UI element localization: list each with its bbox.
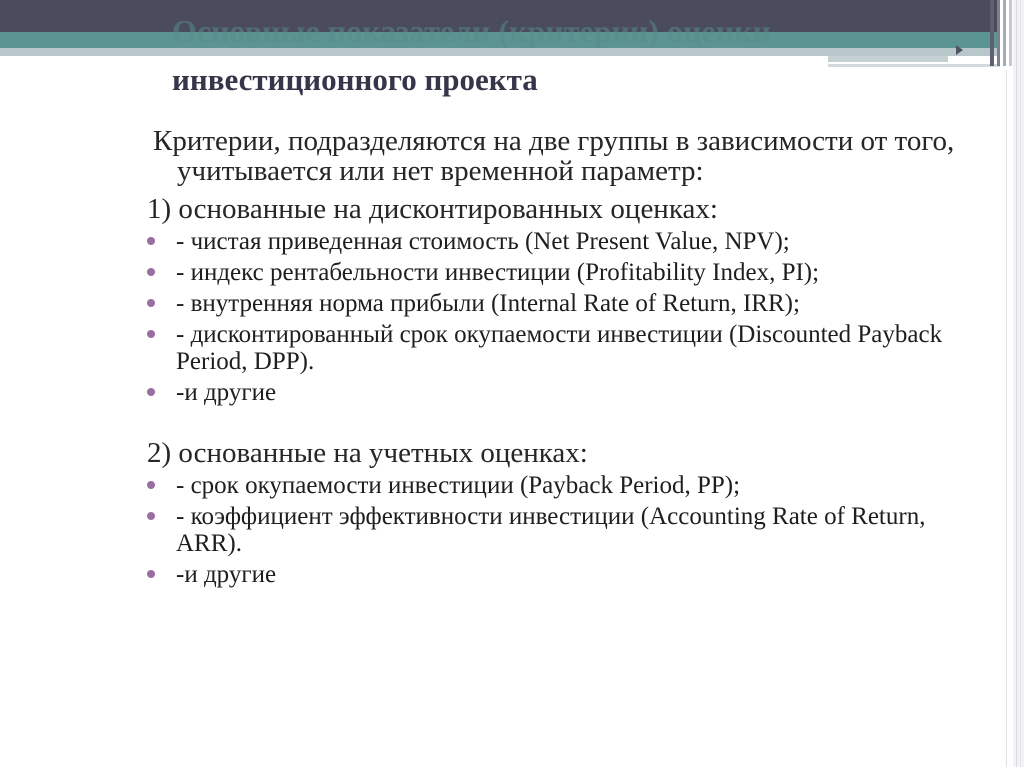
bullet-icon (147, 237, 155, 245)
list-item-text: -и другие (176, 561, 277, 588)
right-edge-line (1006, 70, 1007, 767)
intro-text: Критерии, подразделяются на две группы в зависимости от того, учитывается или нет временной параметр: (153, 125, 955, 187)
list-item (145, 259, 995, 286)
right-edge-bar (1009, 0, 1012, 66)
list-item-text: - внутренняя норма прибыли (Internal Rate of Return, IRR); (176, 290, 800, 317)
right-edge-bar (990, 0, 994, 66)
group-1-heading: 1) основанные на дисконтированных оценках: (147, 193, 718, 225)
bullet-icon (147, 512, 155, 520)
list-item-text: -и другие (176, 379, 277, 406)
bullet-icon (147, 481, 155, 489)
right-edge-bar (997, 0, 1000, 66)
group-2-list (145, 472, 995, 588)
header-stripe-thin (828, 64, 1000, 67)
list-item (145, 503, 995, 557)
list-item (145, 228, 995, 255)
group-1-list (145, 228, 995, 406)
list-item-text: - срок окупаемости инвестиции (Payback Period, PP); (176, 472, 741, 499)
list-item (145, 379, 995, 406)
bullet-icon (147, 299, 155, 307)
right-edge-panel (1013, 0, 1024, 767)
list-item-text: - индекс рентабельности инвестиции (Profitability Index, PI); (176, 259, 820, 286)
list-item-text: - дисконтированный срок окупаемости инвестиции (Discounted Payback Period, DPP). (176, 321, 943, 375)
header-stripe-short (828, 56, 948, 62)
spacer (145, 410, 995, 430)
list-item (145, 290, 995, 317)
group-2-heading: 2) основанные на учетных оценках: (147, 437, 588, 469)
header-stripe (0, 48, 1000, 56)
right-edge-line (1020, 0, 1021, 767)
right-edge-line (1016, 0, 1017, 767)
list-item-text: - коэффициент эффективности инвестиции (Accounting Rate of Return, ARR). (176, 503, 926, 557)
slide-title: инвестиционного проекта (172, 62, 538, 97)
bullet-icon (147, 268, 155, 276)
list-item (145, 561, 995, 588)
list-item (145, 321, 995, 375)
right-edge-bar (1003, 0, 1006, 66)
slide-body (145, 126, 995, 592)
slide-title-partial: Основные показатели (критерии) оценки (172, 14, 771, 48)
bullet-icon (147, 330, 155, 338)
list-item-text: - чистая приведенная стоимость (Net Present Value, NPV); (176, 228, 790, 255)
bullet-icon (147, 388, 155, 396)
bullet-icon (147, 570, 155, 578)
list-item (145, 472, 995, 499)
